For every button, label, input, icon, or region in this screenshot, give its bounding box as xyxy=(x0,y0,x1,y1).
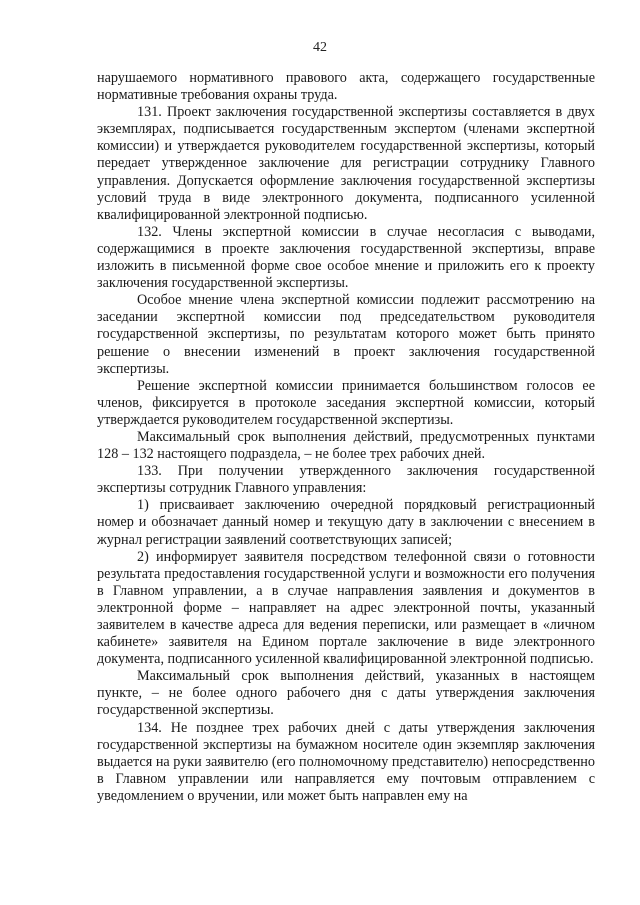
paragraph: Особое мнение члена экспертной комиссии подлежит рассмотрению на заседании экспертной комиссии под председательством руководителя государственной экспертизы, по результатам которого может быть принято решение о внесении изменений в проект заключения государственной экспертизы. xyxy=(97,292,595,377)
paragraph: 132. Члены экспертной комиссии в случае несогласия с выводами, содержащимися в проекте заключения государственной экспертизы, вправе изложить в письменной форме свое особое мнение и приложить его к проекту заключения государственной экспертизы. xyxy=(97,223,595,292)
paragraph: 131. Проект заключения государственной экспертизы составляется в двух экземплярах, подписывается государственным экспертом (членами экспертной комиссии) и утверждается руководителем государственной экспертизы, который передает утвержденное заключение для регистрации сотруднику Главного управления. Допускается оформление заключения государственной экспертизы условий труда в виде электронного документа, подписанного усиленной квалифицированной электронной подписью. xyxy=(97,104,595,223)
paragraph: Максимальный срок выполнения действий, указанных в настоящем пункте, – не более одного рабочего дня с даты утверждения заключения государственной экспертизы. xyxy=(97,668,595,719)
paragraph: Решение экспертной комиссии принимается большинством голосов ее членов, фиксируется в протоколе заседания экспертной комиссии, который утверждается руководителем государственной экспертизы. xyxy=(97,377,595,428)
paragraph: 2) информирует заявителя посредством телефонной связи о готовности результата предоставления государственной услуги и возможности его получения в Главном управлении, а в случае направления заявления и документов в электронной форме – направляет на адрес электронной почты, указанный заявителем в качестве адреса для ведения переписки, или размещает в «личном кабинете» заявителя на Едином портале заключение в виде электронного документа, подписанного усиленной квалифицированной электронной подписью. xyxy=(97,548,595,668)
paragraph: Максимальный срок выполнения действий, предусмотренных пунктами 128 – 132 настоящего подраздела, – не более трех рабочих дней. xyxy=(97,428,595,463)
paragraph: 1) присваивает заключению очередной порядковый регистрационный номер и обозначает данный номер и текущую дату в заключении с внесением в журнал регистрации заявлений соответствующих записей; xyxy=(97,497,595,548)
paragraph: 133. При получении утвержденного заключения государственной экспертизы сотрудник Главного управления: xyxy=(97,463,595,497)
paragraph: 134. Не позднее трех рабочих дней с даты утверждения заключения государственной экспертизы на бумажном носителе один экземпляр заключения выдается на руки заявителю (его полномочному представителю) непосредственно в Главном управлении или направляется ему почтовым отправлением с уведомлением о вручении, или может быть направлен ему на xyxy=(97,719,595,804)
page-number: 42 xyxy=(313,40,327,55)
document-body xyxy=(97,70,595,805)
paragraph: нарушаемого нормативного правового акта, содержащего государственные нормативные требования охраны труда. xyxy=(97,70,595,104)
